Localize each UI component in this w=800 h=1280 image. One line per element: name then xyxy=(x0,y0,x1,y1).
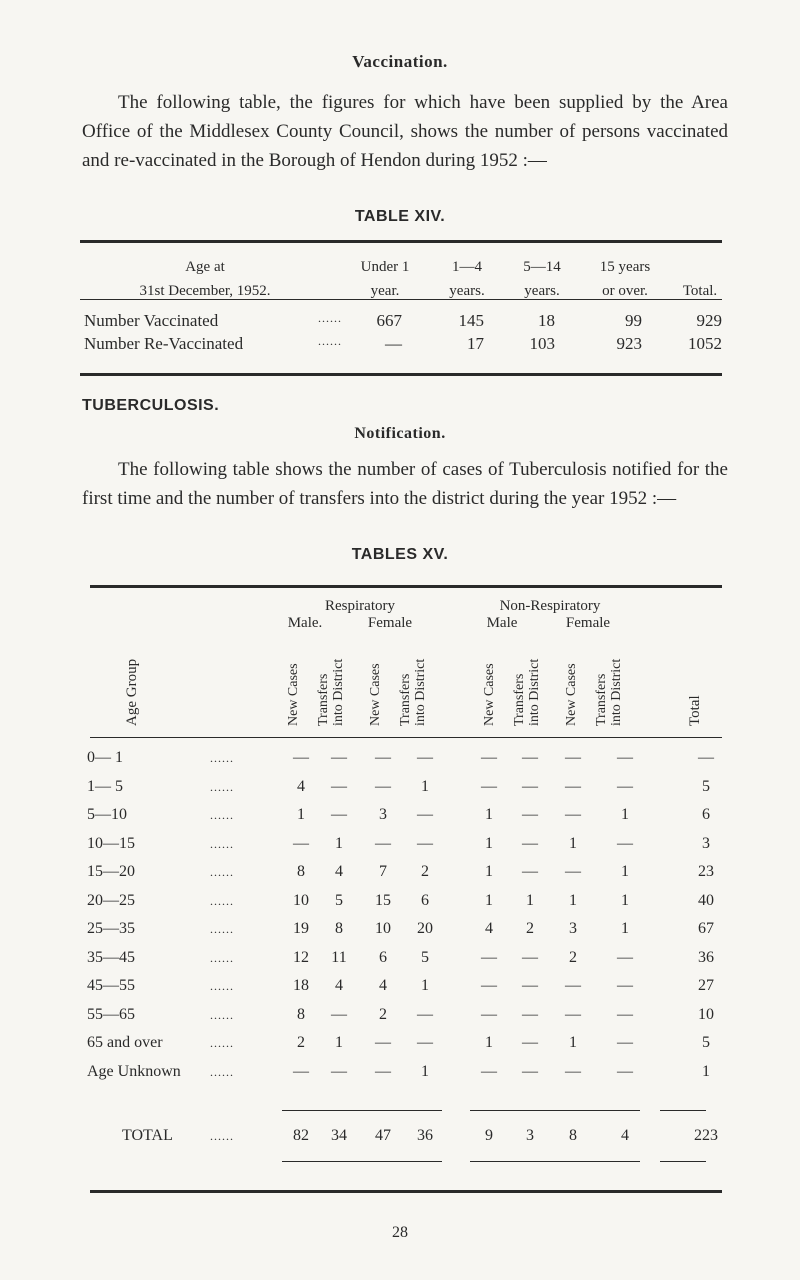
age-1-4-header-line2: years. xyxy=(449,283,485,299)
age-group-header-line: Age Group xyxy=(124,658,140,726)
table-xv-cell: — xyxy=(481,948,497,966)
table-xv-cell: 3 xyxy=(702,834,710,852)
leader-dots: ...... xyxy=(210,893,234,908)
table-xv-cell: — xyxy=(522,749,538,766)
age-group-label: 5—10 xyxy=(87,806,127,823)
tuberculosis-paragraph-text: The following table shows the number of cases of Tuberculosis notified for the first time and the number of transfers into the district during the year 1952 :— xyxy=(82,459,728,509)
table-xv-cell: — xyxy=(293,749,309,766)
vaccination-paragraph xyxy=(82,88,728,175)
table-xv-cell: 6 xyxy=(702,806,710,823)
age-1-4-header-line1: 1—4 xyxy=(452,259,482,275)
table-xv-cell: — xyxy=(565,977,581,994)
table-xiv-title: TABLE XIV. xyxy=(354,208,446,225)
table-xv-cell: 1 xyxy=(485,1034,493,1051)
table-xiv-cell: 18 xyxy=(538,311,555,330)
leader-dots: ...... xyxy=(210,751,234,765)
table-xv-cell: — xyxy=(481,1062,497,1080)
table-xv-cell: 2 xyxy=(297,1034,305,1051)
table-xv-cell: — xyxy=(617,777,633,795)
table-xv-cell: 6 xyxy=(379,948,387,966)
tuberculosis-paragraph xyxy=(82,455,728,513)
leader-dots: ...... xyxy=(210,836,234,851)
table-xv-cell: — xyxy=(565,777,581,795)
resp-female-new-cases-header-line: New Cases xyxy=(368,663,383,726)
age-at-header-line2: 31st December, 1952. xyxy=(139,283,271,299)
table-xiv-cell: 667 xyxy=(376,311,402,330)
vaccination-heading: Vaccination. xyxy=(352,52,448,71)
table-xv-cell: — xyxy=(417,1034,433,1051)
table-xv-cell: 1 xyxy=(335,834,343,852)
table-xv-cell: 4 xyxy=(621,1127,629,1144)
nonresp-male-transfers-header xyxy=(512,659,542,726)
table-xv-cell: — xyxy=(617,1062,633,1080)
table-xiv-bottom-rule xyxy=(80,373,722,376)
table-xv-cell: 47 xyxy=(375,1127,391,1144)
table-xv-cell: 40 xyxy=(698,891,714,909)
table-xv-cell: 1 xyxy=(297,806,305,823)
table-xv-cell: — xyxy=(617,834,633,852)
resp-female-transfers-header xyxy=(398,659,428,726)
age-group-label: 20—25 xyxy=(87,891,135,909)
table-xv-top-rule xyxy=(90,585,722,588)
table-xv-cell: — xyxy=(522,977,538,994)
table-xv-cell: 3 xyxy=(569,920,577,937)
table-xv-cell: 4 xyxy=(335,863,343,880)
tables-xv-title: TABLES XV. xyxy=(351,546,449,563)
resp-female-transfers-header-line: Transfers xyxy=(398,673,413,726)
age-group-label: 1— 5 xyxy=(87,777,123,795)
table-xv-cell: — xyxy=(331,1062,347,1080)
resp-female-transfers-header-line: into District xyxy=(413,658,428,726)
leader-dots: ...... xyxy=(210,979,234,993)
table-xv-cell: — xyxy=(481,749,497,766)
table-xv-cell: — xyxy=(617,977,633,994)
table-xv-cell: — xyxy=(617,749,633,766)
resp-male-transfers-header xyxy=(316,659,346,726)
table-xv-cell: 1 xyxy=(485,806,493,823)
age-group-label: 0— 1 xyxy=(87,749,123,766)
table-xv-cell: 12 xyxy=(293,948,309,966)
table-xiv-cell: 1052 xyxy=(688,334,722,353)
subtotal-rule-resp-bottom xyxy=(282,1161,442,1162)
under-1-header-line2: year. xyxy=(370,283,400,299)
table-xv-cell: 9 xyxy=(485,1127,493,1144)
table-xv-cell: 1 xyxy=(335,1034,343,1051)
page-number: 28 xyxy=(392,1224,408,1241)
subtotal-rule-total-bottom xyxy=(660,1161,706,1162)
nonresp-male-transfers-header-line: into District xyxy=(527,658,542,726)
resp-male-transfers-header-line: Transfers xyxy=(316,673,331,726)
table-xv-cell: 67 xyxy=(698,920,714,937)
leader-dots: ...... xyxy=(210,865,234,879)
age-15-over-header-line2: or over. xyxy=(602,283,648,299)
table-xv-cell: — xyxy=(375,834,391,852)
leader-dots: ...... xyxy=(210,779,234,794)
age-5-14-header-line1: 5—14 xyxy=(523,259,561,275)
table-xv-cell: — xyxy=(331,777,347,795)
table-xv-cell: 4 xyxy=(379,977,387,994)
table-xv-cell: 8 xyxy=(569,1127,577,1144)
nonresp-male-transfers-header-line: Transfers xyxy=(512,673,527,726)
table-xv-cell: 3 xyxy=(379,806,387,823)
table-xv-cell: — xyxy=(331,749,347,766)
table-xv-cell: 11 xyxy=(331,948,347,966)
table-xv-cell: 1 xyxy=(569,1034,577,1051)
leader-dots: ...... xyxy=(210,950,234,965)
table-xv-cell: — xyxy=(522,1005,538,1023)
subtotal-rule-total-top xyxy=(660,1110,706,1111)
under-1-header-line1: Under 1 xyxy=(360,259,410,275)
age-group-label: 65 and over xyxy=(87,1034,163,1051)
table-xv-cell: — xyxy=(522,1034,538,1051)
table-xiv-cell: 99 xyxy=(625,311,642,330)
subtotal-rule-resp-top xyxy=(282,1110,442,1111)
age-group-label: Age Unknown xyxy=(87,1062,181,1080)
table-xv-cell: 1 xyxy=(621,891,629,909)
table-xv-cell: 6 xyxy=(421,891,429,909)
non-respiratory-header: Non-Respiratory xyxy=(499,598,601,614)
table-xv-cell: 10 xyxy=(698,1005,714,1023)
total-row-label: TOTAL xyxy=(122,1127,173,1144)
table-xv-cell: 18 xyxy=(293,977,309,994)
vaccination-paragraph-text: The following table, the figures for which have been supplied by the Area Office of the Middlesex County Council, shows the number of persons vaccinated and re-vaccinated in the Borough of Hendon during 1952 :— xyxy=(82,92,728,171)
table-xv-cell: — xyxy=(293,834,309,852)
resp-male-header: Male. xyxy=(287,615,323,631)
table-xiv-cell: 923 xyxy=(616,334,642,353)
age-group-label: 55—65 xyxy=(87,1005,135,1023)
total-column-header xyxy=(688,695,703,726)
table-xv-cell: 1 xyxy=(485,834,493,852)
table-xiv-top-rule xyxy=(80,240,722,243)
notification-subheading: Notification. xyxy=(354,425,446,442)
age-15-over-header-line1: 15 years xyxy=(599,259,651,275)
table-xiv-row-leader-dots: ...... xyxy=(318,311,342,325)
leader-dots: ...... xyxy=(210,1007,234,1022)
table-xv-cell: 1 xyxy=(421,977,429,994)
table-xv-cell: — xyxy=(565,1062,581,1080)
table-xiv-cell: 145 xyxy=(458,311,484,330)
table-xv-cell: 5 xyxy=(702,777,710,795)
table-xv-cell: — xyxy=(417,749,433,766)
table-xv-cell: 8 xyxy=(297,863,305,880)
table-xiv-cell: 17 xyxy=(467,334,484,353)
table-xv-cell: 3 xyxy=(526,1127,534,1144)
table-xv-cell: 2 xyxy=(421,863,429,880)
table-xv-cell: — xyxy=(481,977,497,994)
nonresp-female-new-cases-header-line: New Cases xyxy=(564,663,579,726)
age-group-header xyxy=(125,659,140,726)
age-group-label: 10—15 xyxy=(87,834,135,852)
age-group-label: 35—45 xyxy=(87,948,135,966)
table-xv-cell: — xyxy=(375,1062,391,1080)
age-at-header xyxy=(80,255,330,303)
table-xv-cell: 1 xyxy=(526,891,534,909)
table-xv-cell: 223 xyxy=(694,1127,718,1144)
table-xv-cell: — xyxy=(698,749,714,766)
table-xv-header-rule xyxy=(90,737,722,738)
table-xv-cell: 36 xyxy=(698,948,714,966)
table-xiv-cell: — xyxy=(385,334,402,353)
table-xv-cell: — xyxy=(565,749,581,766)
table-xv-cell: — xyxy=(375,1034,391,1051)
table-xv-cell: — xyxy=(522,1062,538,1080)
table-xv-cell: 8 xyxy=(297,1005,305,1023)
resp-male-transfers-header-line: into District xyxy=(331,658,346,726)
nonresp-male-header: Male xyxy=(486,615,518,631)
table-xv-cell: 1 xyxy=(421,777,429,795)
table-xv-cell: 10 xyxy=(375,920,391,937)
table-xv-cell: 23 xyxy=(698,863,714,880)
total-column-header-line: Total xyxy=(687,695,703,726)
tuberculosis-heading: TUBERCULOSIS. xyxy=(82,397,220,414)
table-xv-cell: 5 xyxy=(421,948,429,966)
age-group-label: 25—35 xyxy=(87,920,135,937)
subtotal-rule-nonresp-bottom xyxy=(470,1161,640,1162)
table-xv-cell: 4 xyxy=(335,977,343,994)
nonresp-female-new-cases-header xyxy=(564,663,579,726)
age-5-14-header-line2: years. xyxy=(524,283,560,299)
nonresp-male-new-cases-header xyxy=(482,663,497,726)
table-xv-cell: 1 xyxy=(621,920,629,937)
table-xv-cell: — xyxy=(522,777,538,795)
table-xv-cell: 4 xyxy=(485,920,493,937)
table-xv-cell: 1 xyxy=(485,863,493,880)
table-xv-cell: 10 xyxy=(293,891,309,909)
table-xv-cell: 1 xyxy=(621,863,629,880)
resp-male-new-cases-header-line: New Cases xyxy=(286,663,301,726)
table-xiv-header-rule xyxy=(80,299,722,300)
nonresp-female-transfers-header xyxy=(594,659,624,726)
table-xiv-cell: 103 xyxy=(529,334,555,353)
nonresp-male-new-cases-header-line: New Cases xyxy=(482,663,497,726)
leader-dots: ...... xyxy=(210,1129,234,1143)
table-xiv-row-label: Number Re-Vaccinated xyxy=(84,334,244,353)
table-xv-cell: — xyxy=(331,806,347,823)
table-xv-cell: — xyxy=(617,1005,633,1023)
table-xv-cell: — xyxy=(417,1005,433,1023)
table-xv-cell: 5 xyxy=(702,1034,710,1051)
table-xv-cell: 27 xyxy=(698,977,714,994)
age-at-header-line1: Age at xyxy=(185,259,225,275)
leader-dots: ...... xyxy=(210,808,234,822)
table-xv-cell: — xyxy=(375,749,391,766)
table-xv-cell: 4 xyxy=(297,777,305,795)
under-1-header xyxy=(345,255,425,303)
table-xv-cell: 2 xyxy=(526,920,534,937)
table-xv-cell: 1 xyxy=(569,891,577,909)
table-xv-cell: — xyxy=(417,806,433,823)
table-xv-cell: 5 xyxy=(335,891,343,909)
nonresp-female-transfers-header-line: Transfers xyxy=(594,673,609,726)
total-header: Total. xyxy=(682,283,718,299)
table-xv-cell: — xyxy=(617,1034,633,1051)
table-xv-cell: — xyxy=(617,948,633,966)
table-xv-cell: 2 xyxy=(379,1005,387,1023)
table-xv-cell: 1 xyxy=(621,806,629,823)
table-xv-cell: — xyxy=(417,834,433,852)
age-15-over-header xyxy=(582,255,668,303)
table-xv-cell: 82 xyxy=(293,1127,309,1144)
respiratory-header: Respiratory xyxy=(325,598,395,614)
table-xv-cell: — xyxy=(565,1005,581,1023)
table-xv-cell: — xyxy=(522,948,538,966)
leader-dots: ...... xyxy=(210,1036,234,1050)
subtotal-rule-nonresp-top xyxy=(470,1110,640,1111)
table-xv-cell: — xyxy=(293,1062,309,1080)
table-xv-cell: — xyxy=(481,1005,497,1023)
leader-dots: ...... xyxy=(210,1064,234,1079)
table-xv-cell: 1 xyxy=(569,834,577,852)
table-xv-cell: 8 xyxy=(335,920,343,937)
table-xv-cell: 1 xyxy=(421,1062,429,1080)
table-xiv-row-label: Number Vaccinated xyxy=(84,311,219,330)
table-xv-cell: 36 xyxy=(417,1127,433,1144)
age-5-14-header xyxy=(506,255,578,303)
table-xv-cell: 19 xyxy=(293,920,309,937)
age-group-label: 15—20 xyxy=(87,863,135,880)
table-xv-cell: 1 xyxy=(485,891,493,909)
table-xiv-row-leader-dots: ...... xyxy=(318,334,342,348)
table-xiv-cell: 929 xyxy=(696,311,722,330)
table-xv-cell: — xyxy=(522,834,538,852)
nonresp-female-header: Female xyxy=(565,615,611,631)
table-xv-cell: — xyxy=(331,1005,347,1023)
table-xv-cell: 7 xyxy=(379,863,387,880)
table-xv-cell: — xyxy=(565,863,581,880)
resp-male-new-cases-header xyxy=(286,663,301,726)
resp-female-new-cases-header xyxy=(368,663,383,726)
table-xv-cell: 1 xyxy=(702,1062,710,1080)
nonresp-female-transfers-header-line: into District xyxy=(609,658,624,726)
table-xv-cell: — xyxy=(565,806,581,823)
table-xv-cell: 20 xyxy=(417,920,433,937)
table-xv-cell: 2 xyxy=(569,948,577,966)
table-xv-cell: 34 xyxy=(331,1127,347,1144)
leader-dots: ...... xyxy=(210,922,234,936)
table-xv-cell: — xyxy=(481,777,497,795)
table-xv-bottom-rule xyxy=(90,1190,722,1193)
table-xv-cell: — xyxy=(522,863,538,880)
table-xv-cell: — xyxy=(522,806,538,823)
age-1-4-header xyxy=(432,255,502,303)
table-xv-cell: 15 xyxy=(375,891,391,909)
age-group-label: 45—55 xyxy=(87,977,135,994)
table-xv-cell: — xyxy=(375,777,391,795)
resp-female-header: Female xyxy=(367,615,413,631)
